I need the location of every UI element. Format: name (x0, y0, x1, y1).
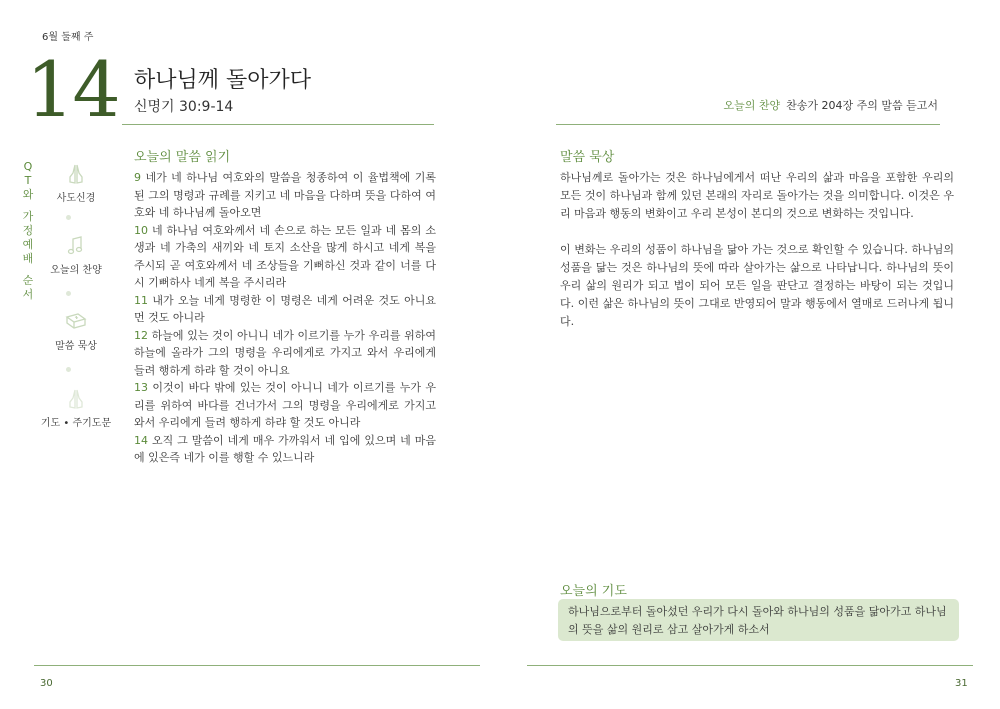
verse-text: 하늘에 있는 것이 아니니 네가 이르기를 누가 우리를 위하여 하늘에 올라가 그의 명령을 우리에게로 가지고 와서 우리에게 들려 행하게 하랴 할 것이 아니요 (134, 328, 436, 377)
verse (134, 379, 436, 432)
vertical-char: 순 (22, 274, 34, 287)
sidebar-item-label: 말씀 묵상 (55, 341, 97, 352)
vertical-char: 예 (22, 238, 34, 251)
prayer-section-title: 오늘의 기도 (560, 584, 627, 599)
verse (134, 292, 436, 327)
vertical-char (22, 266, 34, 274)
sidebar-item-meditation (40, 311, 112, 352)
sidebar-dot (66, 291, 71, 296)
qt-order-vertical-label (22, 160, 34, 302)
verse (134, 222, 436, 292)
prayer-box (558, 599, 959, 641)
praying-hands-icon (66, 163, 86, 185)
page-number-left: 30 (40, 678, 53, 689)
prayer-text: 하나님으로부터 돌아섰던 우리가 다시 돌아와 하나님의 성품을 닮아가고 하나님의 뜻을 삶의 원리로 삼고 살아가게 하소서 (568, 605, 947, 636)
hymn-divider (556, 124, 940, 125)
verse-text: 네가 네 하나님 여호와의 말씀을 청종하여 이 율법책에 기록된 그의 명령과 규례를 지키고 네 마음을 다하며 뜻을 다하여 여호와 네 하나님께 돌아오면 (134, 171, 436, 219)
verse-number: 9 (134, 171, 141, 184)
vertical-char: 정 (22, 224, 34, 237)
footer-divider-left (34, 665, 480, 666)
vertical-char: 서 (22, 288, 34, 301)
reading-section-title: 오늘의 말씀 읽기 (134, 150, 231, 165)
meditation-text (560, 169, 954, 349)
sidebar-dot (66, 367, 71, 372)
verse-text: 이것이 바다 밖에 있는 것이 아니니 네가 이르기를 누가 우리를 위하여 바다를 건너가서 그의 명령을 우리에게로 가지고 와서 우리에게 들려 행하게 하랴 할 것도 아니라 (134, 381, 436, 429)
sidebar-item-prayer (40, 388, 112, 429)
week-label: 6월 둘째 주 (42, 32, 94, 43)
bible-icon (64, 311, 88, 333)
sidebar-item-hymn (40, 235, 112, 276)
verse-text: 내가 오늘 네게 명령한 이 명령은 네게 어려운 것도 아니요 먼 것도 아니라 (134, 293, 436, 324)
vertical-char: 와 (22, 188, 34, 201)
page-title: 하나님께 돌아가다 (134, 68, 312, 93)
vertical-char (22, 202, 34, 210)
verse-number: 10 (134, 223, 148, 237)
music-note-icon (66, 235, 86, 257)
sidebar-item-label: 오늘의 찬양 (50, 265, 102, 276)
verse-text: 오직 그 말씀이 네게 매우 가까워서 네 입에 있으며 네 마음에 있은즉 네가 이를 행할 수 있느니라 (134, 433, 436, 464)
verse-text: 네 하나님 여호와께서 네 손으로 하는 모든 일과 네 몸의 소생과 네 가축의 새끼와 네 토지 소산을 많게 하시고 네게 복을 주시되 곧 여호와께서 네 조상들을 기뻐하신 것과 같이 너를 다시 기뻐하사 네게 복을 주시리라 (134, 223, 436, 289)
praying-hands-icon (66, 388, 86, 410)
sidebar-item-label: 기도 • 주기도문 (40, 418, 112, 429)
meditation-paragraph: 하나님께로 돌아가는 것은 하나님에게서 떠난 우리의 삶과 마음을 포함한 우리의 모든 것이 하나님과 함께 있던 본래의 자리로 돌아가는 것을 의미합니다. 이것은 우리 마음과 행동의 변화이고 우리 본성이 본디의 것으로 변화하는 것입니다. (560, 171, 954, 220)
hymn-value: 찬송가 204장 주의 말씀 듣고서 (786, 99, 938, 112)
scripture-passage (134, 169, 436, 467)
verse (134, 432, 436, 467)
verse (134, 327, 436, 380)
todays-hymn (723, 97, 938, 113)
verse-number: 11 (134, 293, 148, 307)
sidebar-dot (66, 215, 71, 220)
page-number-right: 31 (955, 678, 968, 689)
meditation-paragraph: 이 변화는 우리의 성품이 하나님을 닮아 가는 것으로 확인할 수 있습니다. 하나님의 성품을 닮는 것은 하나님의 뜻에 따라 살아가는 삶으로 나타납니다. 하나님의 뜻이 우리 삶의 원리가 되고 법이 되어 모든 일을 판단고 결정하는 바탕이 되는 것입니다. 이런 삶은 하나님의 뜻이 그대로 반영되어 말과 행동에서 열매로 드러나게 됩니다. (560, 243, 954, 328)
footer-divider-right (527, 665, 973, 666)
verse-number: 14 (134, 433, 148, 447)
vertical-char: 배 (22, 252, 34, 265)
sidebar-item-creed (40, 163, 112, 204)
vertical-char: T (24, 174, 32, 187)
hymn-label: 오늘의 찬양 (723, 99, 781, 112)
verse (134, 169, 436, 222)
vertical-char: 가 (22, 210, 34, 223)
day-number: 14 (26, 45, 119, 134)
title-divider (122, 124, 434, 125)
meditation-section-title: 말씀 묵상 (560, 150, 615, 165)
verse-number: 12 (134, 328, 148, 342)
sidebar-item-label: 사도신경 (56, 193, 96, 204)
vertical-char: Q (23, 160, 33, 173)
scripture-reference: 신명기 30:9-14 (134, 99, 234, 115)
verse-number: 13 (134, 381, 148, 394)
